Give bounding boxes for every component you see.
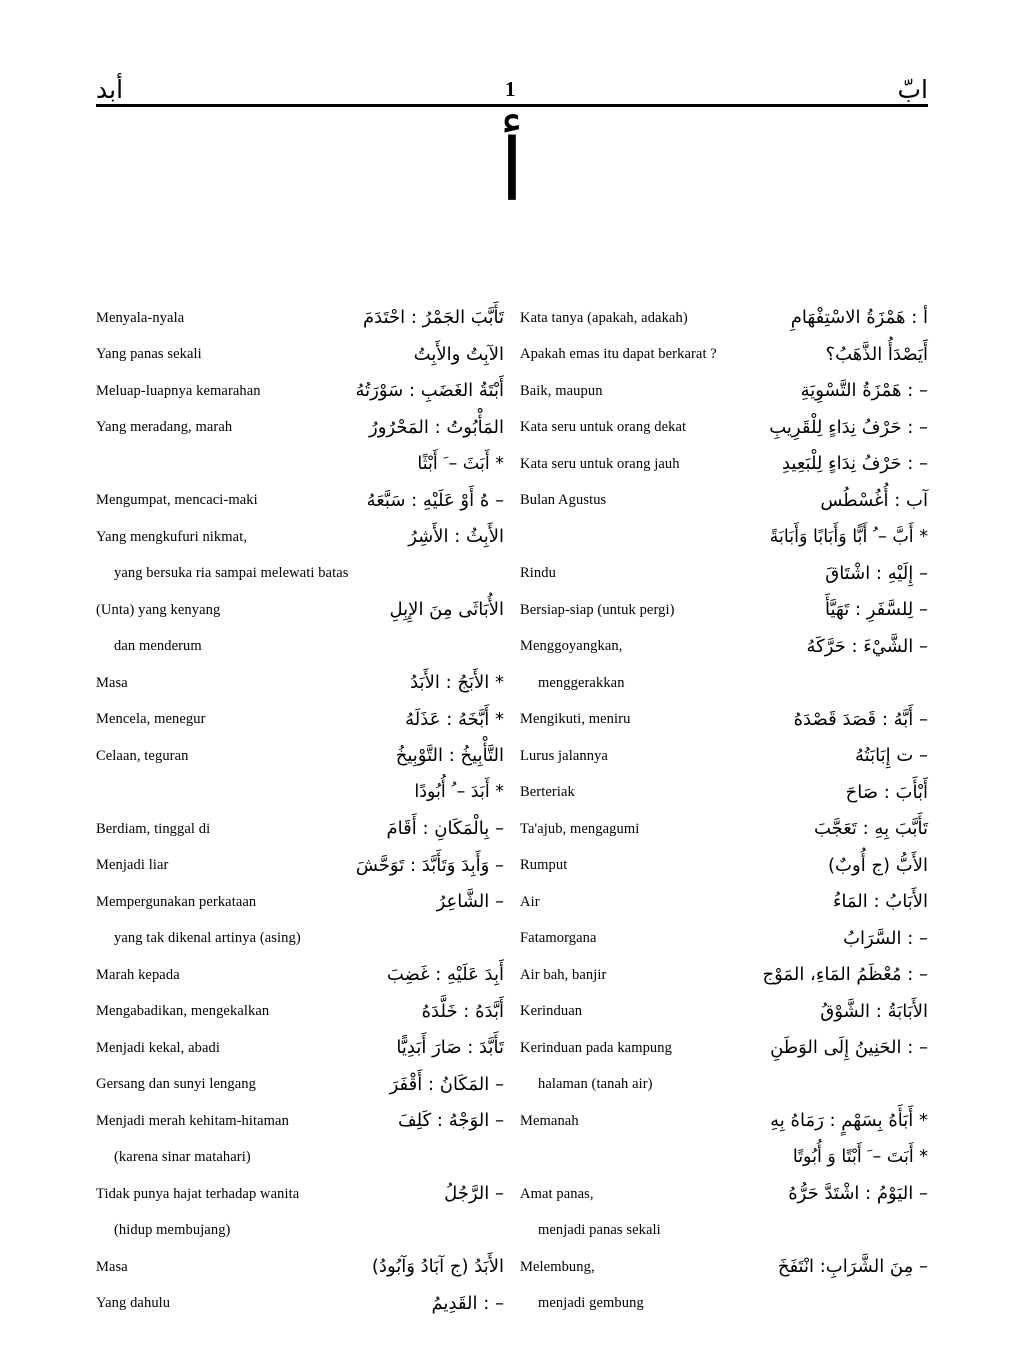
entry-gloss: Memanah	[520, 1112, 579, 1129]
entry-gloss: Kata tanya (apakah, adakah)	[520, 309, 688, 326]
entry-gloss: Kerinduan	[520, 1003, 583, 1020]
entry-arabic: – ت إِبَابَتُهُ	[855, 745, 928, 767]
entry-row	[96, 884, 504, 921]
entry-gloss: Yang dahulu	[96, 1295, 171, 1312]
entry-arabic: * أَبَأَهُ بِسَهْمٍ : رَمَاهُ بِهِ	[770, 1110, 928, 1132]
entry-gloss: Apakah emas itu dapat berkarat ?	[520, 346, 717, 363]
entry-arabic: – وَأَبِدَ وَتَأَبَّدَ : تَوَحَّشَ	[355, 854, 504, 876]
entry-arabic: أ : هَمْزَةُ الاسْتِفْهَامِ	[790, 307, 928, 329]
entry-arabic: – : السَّرَابُ	[843, 927, 928, 949]
entry-gloss: Berteriak	[520, 784, 575, 801]
entry-arabic: الأُبَاثَى مِنَ الإِبِلِ	[389, 599, 504, 621]
entry-gloss: Air	[520, 893, 540, 910]
entry-gloss: (Unta) yang kenyang	[96, 601, 221, 618]
entry-row	[96, 1213, 504, 1250]
entry-arabic: أَبْأَبَ : صَاحَ	[845, 781, 928, 803]
entry-columns	[96, 300, 928, 1340]
entry-arabic: الأَبَابَةُ : الشَّوْقُ	[820, 1000, 928, 1022]
entry-row	[520, 1030, 928, 1067]
entry-row	[520, 519, 928, 556]
entry-column-left	[96, 300, 512, 1340]
entry-row	[520, 410, 928, 447]
entry-gloss: Kerinduan pada kampung	[520, 1039, 672, 1056]
entry-arabic: أَبْتَةُ الغَضَبِ : سَوْرَتُهُ	[355, 380, 504, 402]
entry-gloss: Bulan Agustus	[520, 492, 607, 509]
entry-row	[520, 1140, 928, 1177]
entry-row	[520, 1103, 928, 1140]
entry-row	[96, 300, 504, 337]
entry-gloss: Bersiap-siap (untuk pergi)	[520, 601, 675, 618]
entry-arabic: أَبِدَ عَلَيْهِ : غَضِبَ	[386, 964, 504, 986]
entry-arabic: الأَبَابُ : المَاءُ	[832, 891, 928, 913]
entry-row	[96, 665, 504, 702]
entry-arabic: تَأَبَّبَ بِهِ : تَعَجَّبَ	[813, 818, 928, 840]
entry-row	[520, 556, 928, 593]
entry-row	[96, 1067, 504, 1104]
entry-row	[520, 994, 928, 1031]
entry-row	[96, 1030, 504, 1067]
entry-arabic: – الشَّيْءَ : حَرَّكَهُ	[806, 635, 928, 657]
entry-row	[96, 811, 504, 848]
entry-arabic: – لِلسَّفَرِ : تَهَيَّأَ	[825, 599, 928, 621]
entry-gloss: Kata seru untuk orang dekat	[520, 419, 687, 436]
entry-gloss: Rumput	[520, 857, 568, 874]
entry-gloss: menjadi gembung	[538, 1295, 644, 1312]
entry-arabic: – : مُعْظَمُ المَاءِ، المَوْج	[762, 964, 928, 986]
entry-row	[520, 1176, 928, 1213]
entry-gloss: Masa	[96, 1258, 128, 1275]
entry-gloss: Amat panas,	[520, 1185, 594, 1202]
running-head-right-catchword: ابّ	[897, 75, 928, 104]
entry-gloss: Menjadi kekal, abadi	[96, 1039, 220, 1056]
entry-row	[96, 1140, 504, 1177]
entry-gloss: Melembung,	[520, 1258, 595, 1275]
entry-row	[96, 446, 504, 483]
entry-arabic: أَيَصْدَأُ الذَّهَبُ؟	[825, 343, 928, 365]
entry-gloss: Yang meradang, marah	[96, 419, 233, 436]
section-letter-heading: أ	[500, 121, 524, 221]
entry-arabic: * أَبَثَ – َ أَبْثًا	[417, 453, 504, 474]
header-rule	[96, 104, 928, 107]
entry-arabic: * الأَبَجُ : الأَبَدُ	[410, 672, 504, 694]
entry-gloss: Mencela, menegur	[96, 711, 206, 728]
entry-row	[520, 738, 928, 775]
entry-row	[96, 629, 504, 666]
entry-arabic: – المَكَانُ : أَقْفَرَ	[389, 1073, 504, 1095]
entry-arabic: – : حَرْفُ نِدَاءٍ لِلْقَرِيبِ	[769, 416, 928, 438]
entry-row	[96, 957, 504, 994]
entry-gloss: Menjadi liar	[96, 857, 169, 874]
entry-row	[96, 556, 504, 593]
entry-gloss: menggerakkan	[538, 674, 625, 691]
entry-row	[520, 665, 928, 702]
entry-row	[96, 1249, 504, 1286]
entry-arabic: – : هَمْزَةُ التَّسْوِيَةِ	[800, 380, 928, 402]
entry-row	[520, 848, 928, 885]
entry-row	[520, 811, 928, 848]
entry-row	[520, 337, 928, 374]
entry-gloss: Celaan, teguran	[96, 747, 189, 764]
entry-arabic: – بِالْمَكَانِ : أَقَامَ	[386, 818, 504, 840]
entry-arabic: – إِلَيْهِ : اشْتَاقَ	[825, 562, 928, 584]
entry-gloss: Menyala-nyala	[96, 309, 185, 326]
entry-row	[96, 921, 504, 958]
entry-gloss: Mengikuti, meniru	[520, 711, 631, 728]
entry-gloss: Mengabadikan, mengekalkan	[96, 1003, 270, 1020]
entry-row	[520, 1286, 928, 1323]
entry-gloss: dan menderum	[114, 638, 202, 655]
entry-gloss: Meluap-luapnya kemarahan	[96, 382, 261, 399]
entry-arabic: تَأَبَّدَ : صَارَ أَبَدِيًّا	[396, 1037, 504, 1059]
entry-arabic: – أَبَّهُ : قَصَدَ قَصْدَهُ	[793, 708, 928, 730]
entry-arabic: تَأَبَّبَ الجَمْرُ : احْتَدَمَ	[362, 307, 504, 329]
entry-gloss: yang tak dikenal artinya (asing)	[114, 930, 301, 947]
entry-row	[96, 592, 504, 629]
entry-row	[520, 702, 928, 739]
entry-row	[96, 702, 504, 739]
entry-row	[520, 775, 928, 812]
entry-arabic: المَأْبُوتُ : المَحْرُورُ	[369, 416, 504, 438]
entry-row	[520, 1249, 928, 1286]
entry-arabic: الأَبِثُ : الأَشِرُ	[408, 526, 504, 548]
entry-row	[520, 373, 928, 410]
entry-row	[96, 519, 504, 556]
entry-arabic: – الشَّاعِرُ	[436, 891, 504, 913]
entry-gloss: Fatamorgana	[520, 930, 597, 947]
page-number: 1	[505, 77, 516, 101]
entry-gloss: Marah kepada	[96, 966, 180, 983]
entry-arabic: – الرَّجُلُ	[444, 1183, 504, 1205]
entry-arabic: * أَبَدَ – ُ أُبُودًا	[414, 782, 504, 803]
entry-arabic: أَبَّدَهُ : خَلَّدَهُ	[421, 1000, 504, 1022]
entry-row	[520, 1067, 928, 1104]
entry-gloss: Lurus jalannya	[520, 747, 608, 764]
entry-arabic: التَّأْبِيخُ : التَّوْبِيخُ	[395, 745, 504, 767]
entry-row	[96, 1286, 504, 1323]
entry-row	[520, 957, 928, 994]
entry-gloss: Yang mengkufuri nikmat,	[96, 528, 248, 545]
entry-gloss: Gersang dan sunyi lengang	[96, 1076, 256, 1093]
entry-gloss: Kata seru untuk orang jauh	[520, 455, 680, 472]
entry-row	[96, 373, 504, 410]
entry-gloss: Masa	[96, 674, 128, 691]
entry-gloss: halaman (tanah air)	[538, 1076, 653, 1093]
entry-row	[96, 994, 504, 1031]
entry-gloss: Rindu	[520, 565, 556, 582]
entry-arabic: الأَبُّ (ج أُوبٌ)	[828, 854, 928, 876]
entry-row	[520, 592, 928, 629]
entry-arabic: * أَبَتَ – َ أَبْتًا وَ أُبُوتًا	[792, 1147, 928, 1168]
entry-gloss: Menjadi merah kehitam-hitaman	[96, 1112, 289, 1129]
entry-arabic: – : حَرْفُ نِدَاءٍ لِلْبَعِيدِ	[781, 453, 928, 475]
entry-row	[96, 848, 504, 885]
entry-row	[96, 483, 504, 520]
entry-row	[520, 921, 928, 958]
entry-row	[96, 337, 504, 374]
entry-gloss: Yang panas sekali	[96, 346, 202, 363]
entry-gloss: Ta'ajub, mengagumi	[520, 820, 640, 837]
entry-row	[520, 483, 928, 520]
entry-row	[520, 446, 928, 483]
entry-arabic: الأَبَدُ (ج آبَادُ وَآبُودُ)	[371, 1256, 504, 1278]
entry-arabic: – هُ أَوْ عَلَيْهِ : سَبَّعَهُ	[366, 489, 504, 511]
entry-arabic: الآبِتُ والأَبِتُ	[413, 343, 504, 365]
entry-arabic: آب : أُغُسْطُس	[820, 489, 928, 511]
entry-row	[520, 884, 928, 921]
entry-gloss: Mempergunakan perkataan	[96, 893, 257, 910]
entry-arabic: – مِنَ الشَّرَابِ: انْتَفَخَ	[777, 1256, 928, 1278]
entry-gloss: Menggoyangkan,	[520, 638, 623, 655]
entry-row	[96, 738, 504, 775]
entry-arabic: * أَبَّ – ُ أَبًّا وَأَبَابًا وَأَبَابَةً	[769, 526, 928, 547]
entry-row	[96, 1103, 504, 1140]
entry-gloss: (karena sinar matahari)	[114, 1149, 251, 1166]
entry-column-right	[512, 300, 928, 1340]
entry-row	[96, 410, 504, 447]
running-head	[96, 62, 928, 102]
entry-gloss: yang bersuka ria sampai melewati batas	[114, 565, 349, 582]
entry-gloss: menjadi panas sekali	[538, 1222, 661, 1239]
entry-gloss: Baik, maupun	[520, 382, 603, 399]
entry-arabic: – : القَدِيمُ	[431, 1292, 504, 1314]
entry-gloss: Tidak punya hajat terhadap wanita	[96, 1185, 300, 1202]
entry-row	[96, 775, 504, 812]
entry-gloss: (hidup membujang)	[114, 1222, 231, 1239]
entry-arabic: – الوَجْهُ : كَلِفَ	[398, 1110, 504, 1132]
entry-row	[520, 1213, 928, 1250]
entry-row	[96, 1176, 504, 1213]
entry-gloss: Berdiam, tinggal di	[96, 820, 211, 837]
entry-arabic: – : الحَنِينُ إِلَى الوَطَنِ	[770, 1037, 928, 1059]
entry-arabic: – اليَوْمُ : اشْتَدَّ حَرُّهُ	[788, 1183, 928, 1205]
entry-row	[520, 300, 928, 337]
entry-gloss: Mengumpat, mencaci-maki	[96, 492, 258, 509]
entry-arabic: * أَبَّخَهُ : عَذَلَهُ	[405, 708, 504, 730]
entry-row	[520, 629, 928, 666]
running-head-left-catchword: أبد	[96, 75, 124, 104]
entry-gloss: Air bah, banjir	[520, 966, 607, 983]
